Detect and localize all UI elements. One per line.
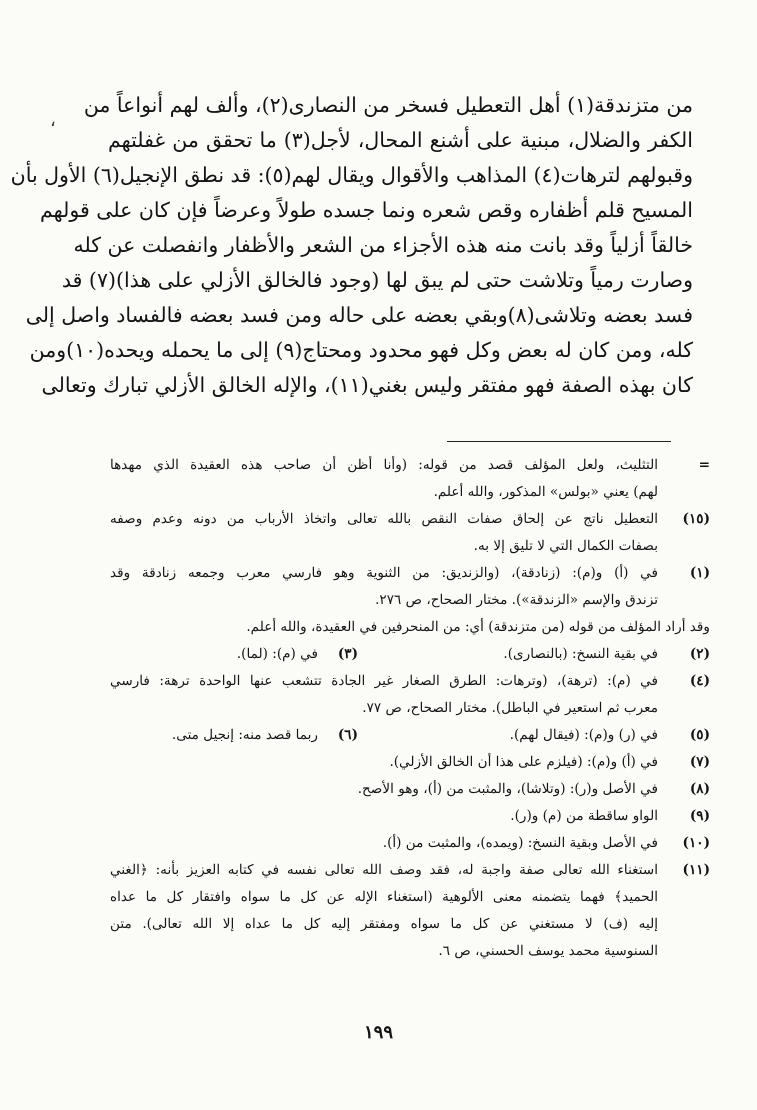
- footnote-number: (٧): [689, 754, 710, 770]
- main-text: [10, 88, 693, 403]
- main-text-line: وصارت رمياً وتلاشت حتى لم يبق لها (وجود فالخالق الأزلي على هذا)(٧) قد: [61, 268, 693, 292]
- footnote-line: في بقية النسخ: (بالنصارى).: [503, 646, 658, 662]
- main-text-line: من متزندقة(١) أهل التعطيل فسخر من النصارى(٢)، وألف لهم أنواعاً من: [83, 93, 693, 117]
- footnote-number: (٥): [689, 727, 710, 743]
- footnote-line: في الأصل و(ر): (وتلاشا)، والمثبت من (أ)، وهو الأصح.: [357, 781, 658, 797]
- footnote: [110, 641, 710, 668]
- footnote: [110, 803, 710, 830]
- footnote-separator: [447, 441, 671, 442]
- footnote: [110, 722, 710, 749]
- footnote-line: في الأصل وبقية النسخ: (ويمده)، والمثبت من (أ).: [382, 835, 658, 851]
- footnote-line: التعطيل ناتج عن إلحاق صفات النقص بالله تعالى واتخاذ الأرباب من دونه وعدم وصفه: [110, 511, 658, 527]
- main-text-line: الكفر والضلال، مبنية على أشنع المحال، لأجل(٣) ما تحقق من غفلتهم: [108, 128, 693, 152]
- footnote: [110, 776, 710, 803]
- footnote-number: (٦): [337, 727, 358, 743]
- footnote-line: في (أ) و(م): (زنادقة)، (والزنديق: من الثنوية وهو فارسي معرب وجمعه زنادقة وقد: [110, 565, 658, 581]
- footnote-line: بصفات الكمال التي لا تليق إلا به.: [473, 538, 658, 554]
- margin-mark: ،: [50, 110, 56, 131]
- footnote-number: (١٠): [682, 835, 710, 851]
- footnote-number: (٣): [337, 646, 358, 662]
- footnote-line: الحميد﴾ فهما يتضمنه معنى الألوهية (استغناء الإله عن كل ما سواه وافتقار كل ما عداه: [110, 889, 658, 905]
- main-text-line: كان بهذه الصفة فهو مفتقر وليس بغني(١١)، والإله الخالق الأزلي تبارك وتعالى: [41, 373, 693, 397]
- footnote-number: (١١): [682, 862, 710, 878]
- main-text-line: فسد بعضه وتلاشى(٨)وبقي بعضه على حاله ومن فسد بعضه فالفساد واصل إلى: [25, 303, 693, 327]
- footnote-number: (٢): [689, 646, 710, 662]
- footnote-line: إليه (ف) لا مستغني عن كل ما سواه ومفتقر إليه كل ما عداه إلا الله تعالى). متن: [110, 916, 658, 932]
- footnote-line: استغناء الله تعالى صفة واجبة له، فقد وصف الله تعالى نفسه في كتابه العزيز بأنه: ﴿الغني: [110, 862, 658, 878]
- footnote-line: تزندق والإسم «الزندقة»). مختار الصحاح، ص ٢٧٦.: [375, 592, 658, 608]
- footnote-line: في (ر) و(م): (فيقال لهم).: [509, 727, 658, 743]
- footnote: [110, 668, 710, 722]
- footnote-number: (٤): [689, 673, 710, 689]
- footnote: [110, 857, 710, 965]
- footnote-line: في (م): (لما).: [236, 646, 318, 662]
- main-text-line: خالقاً أزلياً وقد بانت منه هذه الأجزاء من الشعر والأظفار وانفصلت عن كله: [73, 233, 693, 257]
- footnote: [110, 830, 710, 857]
- footnote-number: (١): [689, 565, 710, 581]
- footnote: [110, 560, 710, 614]
- page-number: ١٩٩: [363, 1022, 393, 1043]
- footnote-line: التثليث، ولعل المؤلف قصد من قوله: (وأنا أظن أن صاحب هذه العقيدة الذي مهدها: [110, 457, 658, 473]
- footnote: [110, 506, 710, 560]
- footnote-number: (٨): [689, 781, 710, 797]
- footnote-line: في (م): (ترهة)، (وترهات: الطرق الصغار غير الجادة تتشعب عنها الواحدة ترهة: فارسي: [110, 673, 658, 689]
- footnote-number: (١٥): [682, 511, 710, 527]
- footnote-line: الواو ساقطة من (م) و(ر).: [510, 808, 658, 824]
- footnote-number: =: [698, 457, 710, 473]
- main-text-line: كله، ومن كان له بعض وكل فهو محدود ومحتاج(٩) إلى ما يحمله ويحده(١٠)ومن: [29, 338, 693, 362]
- footnotes: [110, 452, 710, 965]
- footnote: [110, 749, 710, 776]
- main-text-line: وقبولهم لترهات(٤) المذاهب والأقوال ويقال لهم(٥): قد نطق الإنجيل(٦) الأول بأن: [10, 163, 693, 187]
- footnote: [110, 452, 710, 506]
- footnote-line: معرب ثم استعير في الباطل). مختار الصحاح، ص ٧٧.: [362, 700, 658, 716]
- footnote-line: لهم) يعني «بولس» المذكور، والله أعلم.: [433, 484, 658, 500]
- footnote-line: في (أ) و(م): (فيلزم على هذا أن الخالق الأزلي).: [389, 754, 658, 770]
- footnote-line: ربما قصد منه: إنجيل متى.: [171, 727, 318, 743]
- footnote-line: السنوسية محمد يوسف الحسني، ص ٦.: [438, 943, 658, 959]
- footnote-number: (٩): [689, 808, 710, 824]
- footnote-continuation: [110, 614, 710, 641]
- footnote-line: وقد أراد المؤلف من قوله (من متزندقة) أي: من المنحرفين في العقيدة، والله أعلم.: [246, 619, 710, 635]
- main-text-line: المسيح قلم أظفاره وقص شعره ونما جسده طولاً وعرضاً فإن كان على قولهم: [40, 198, 693, 222]
